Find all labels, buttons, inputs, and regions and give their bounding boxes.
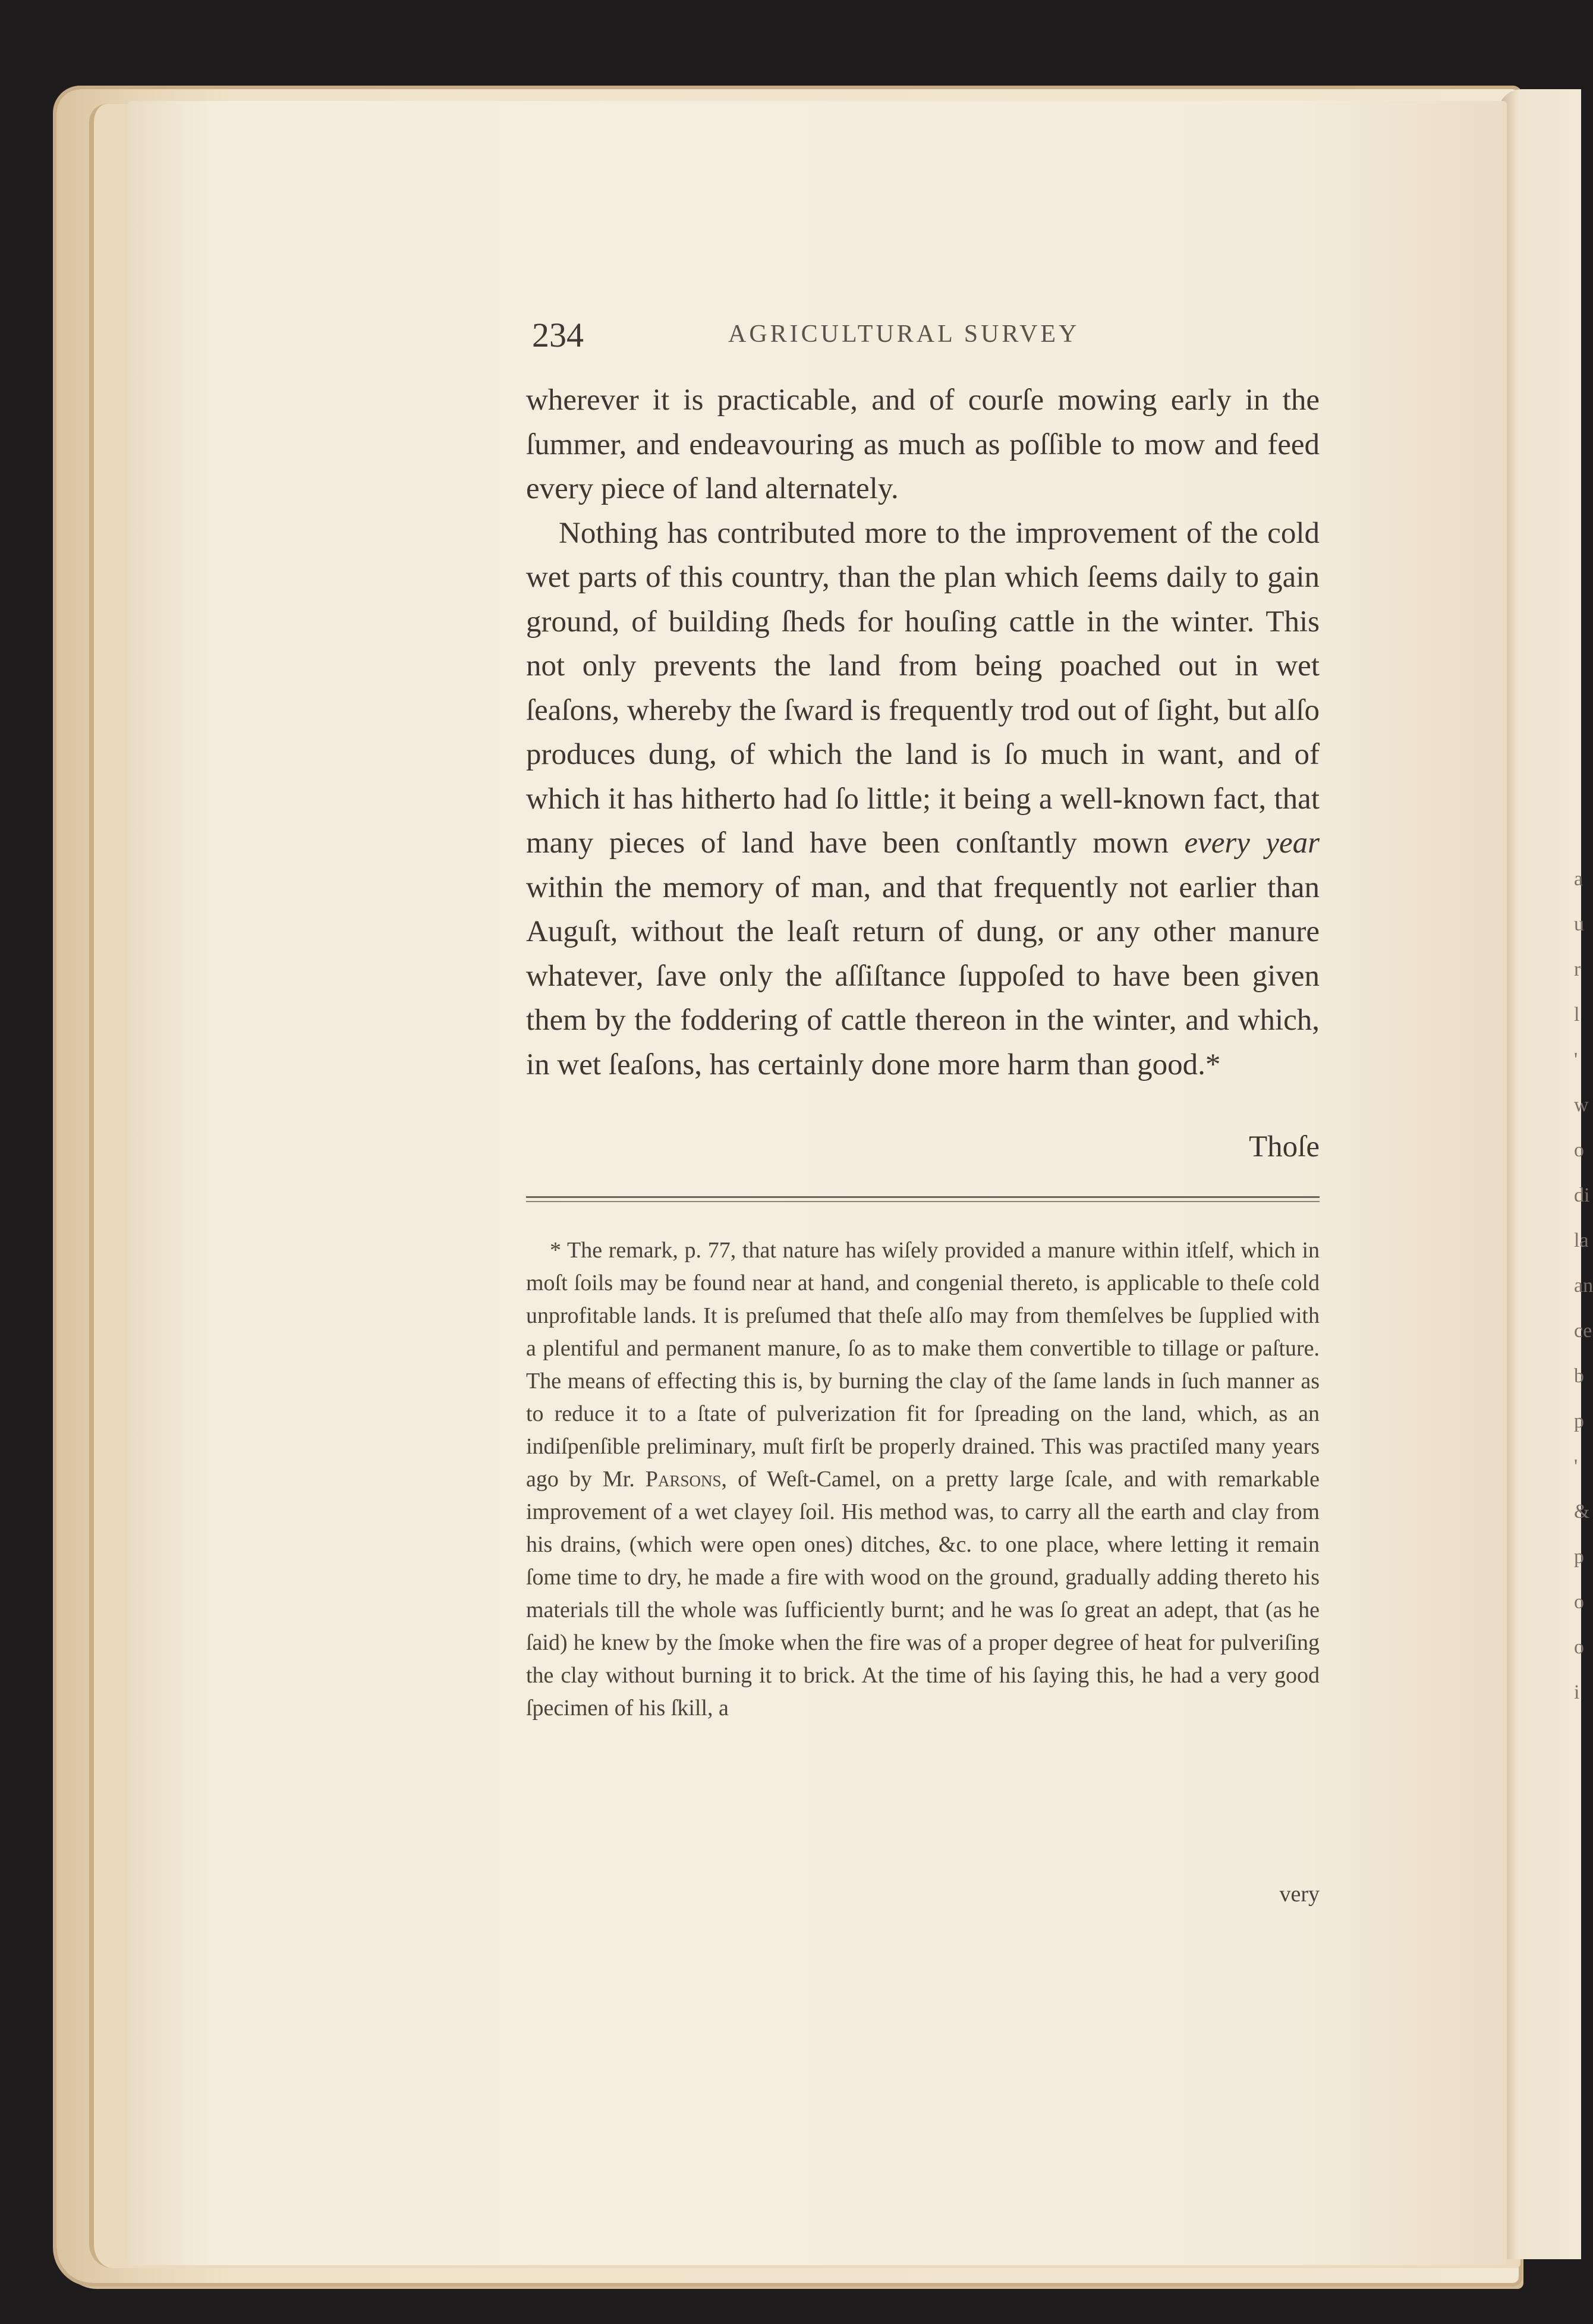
facing-page-fragment: & (1574, 1501, 1590, 1523)
paragraph-2 (526, 511, 1320, 1087)
facing-page-fragment: ' (1574, 1049, 1578, 1071)
footnote-catchword: very (1279, 1882, 1320, 1907)
facing-page-fragment: i (1574, 1681, 1580, 1703)
facing-page-fragment: u (1574, 913, 1584, 935)
footnote-part-a: * The remark, p. 77, that nature has wiſely provided a manure within itſelf, which in moſt ſoils may be found near at hand, and congenial thereto, is applicable to theſe cold unprofitable lands. It is preſumed that theſe alſo may from themſelves be ſupplied with a plentiful and permanent manure, ſo as to make them convertible to tillage or paſture. The means of effecting this is, by burning the clay of the ſame lands in ſuch manner as to reduce it to a ſtate of pulverization fit for ſpreading on the land, which, as an indiſpenſible preliminary, muſt firſt be properly drained. This was practiſed many years ago by Mr. (526, 1238, 1320, 1492)
footnote-part-b: , of Weſt-Camel, on a pretty large ſcale, and with remarkable improvement of a wet clayey ſoil. His method was, to carry all the earth and clay from his drains, (which were open ones) ditches, &c. to one place, where letting it remain ſome time to dry, he made a fire with wood on the ground, gradually adding thereto his materials till the whole was ſufficiently burnt; and he was ſo great an adept, that (as he ſaid) he knew by the ſmoke when the fire was of a proper degree of heat for pulveriſing the clay without burning it to brick. At the time of his ſaying this, he had a very good ſpecimen of his ſkill, a (526, 1467, 1320, 1721)
page-number: 234 (532, 316, 584, 354)
footnote-paragraph (526, 1234, 1320, 1725)
facing-page-fragment: o (1574, 1139, 1584, 1161)
facing-page (1498, 89, 1581, 2259)
facing-page-fragment: o (1574, 1591, 1584, 1613)
footnote-rule (526, 1196, 1320, 1198)
page-header (532, 315, 1323, 363)
facing-page-fragment: w (1574, 1094, 1589, 1116)
footnote-name: Parsons (645, 1467, 722, 1492)
paragraph-2-part-b: within the memory of man, and that frequently not earlier than Auguſt, without the leaſt return of dung, or any other manure whatever, ſave only the aſſiſtance ſuppoſed to have been given them by the foddering of cattle thereon in the winter, and which, in wet ſeaſons, has certainly done more harm than good.* (526, 870, 1320, 1081)
facing-page-fragment: p (1574, 1546, 1584, 1568)
facing-page-fragment: r (1574, 958, 1581, 980)
facing-page-fragment: di (1574, 1184, 1590, 1206)
running-head: AGRICULTURAL SURVEY (728, 320, 1080, 348)
paragraph-2-part-a: Nothing has contributed more to the improvement of the cold wet parts of this country, than the plan which ſeems daily to gain ground, of building ſheds for houſing cattle in the winter. This not only prevents the land from being poached out in wet ſeaſons, whereby the ſward is frequently trod out of ſight, but alſo produces dung, of which the land is ſo much in want, and of which it has hitherto had ſo little; it being a well-known fact, that many pieces of land have been conſtantly mown (526, 516, 1320, 860)
facing-page-fragment: an (1574, 1275, 1593, 1297)
facing-page-fragment: a (1574, 868, 1583, 890)
facing-page-fragment: la (1574, 1229, 1589, 1251)
footnote (526, 1234, 1320, 1725)
facing-page-fragment: l (1574, 1004, 1580, 1026)
paragraph-1: wherever it is practicable, and of courſe mowing early in the ſummer, and endeavouring as much as poſſible to mow and feed every piece of land alternately. (526, 383, 1320, 505)
facing-page-fragment: o (1574, 1636, 1584, 1658)
facing-page-fragment: b (1574, 1365, 1584, 1387)
footnote-rule-secondary (526, 1201, 1320, 1202)
facing-page-fragment: ' (1574, 1455, 1578, 1477)
facing-page-fragment: ce (1574, 1320, 1592, 1342)
facing-page-fragment: p (1574, 1410, 1584, 1432)
body-text (526, 378, 1320, 1087)
italic-phrase: every year (1184, 826, 1320, 860)
catchword: Thoſe (1249, 1130, 1320, 1163)
